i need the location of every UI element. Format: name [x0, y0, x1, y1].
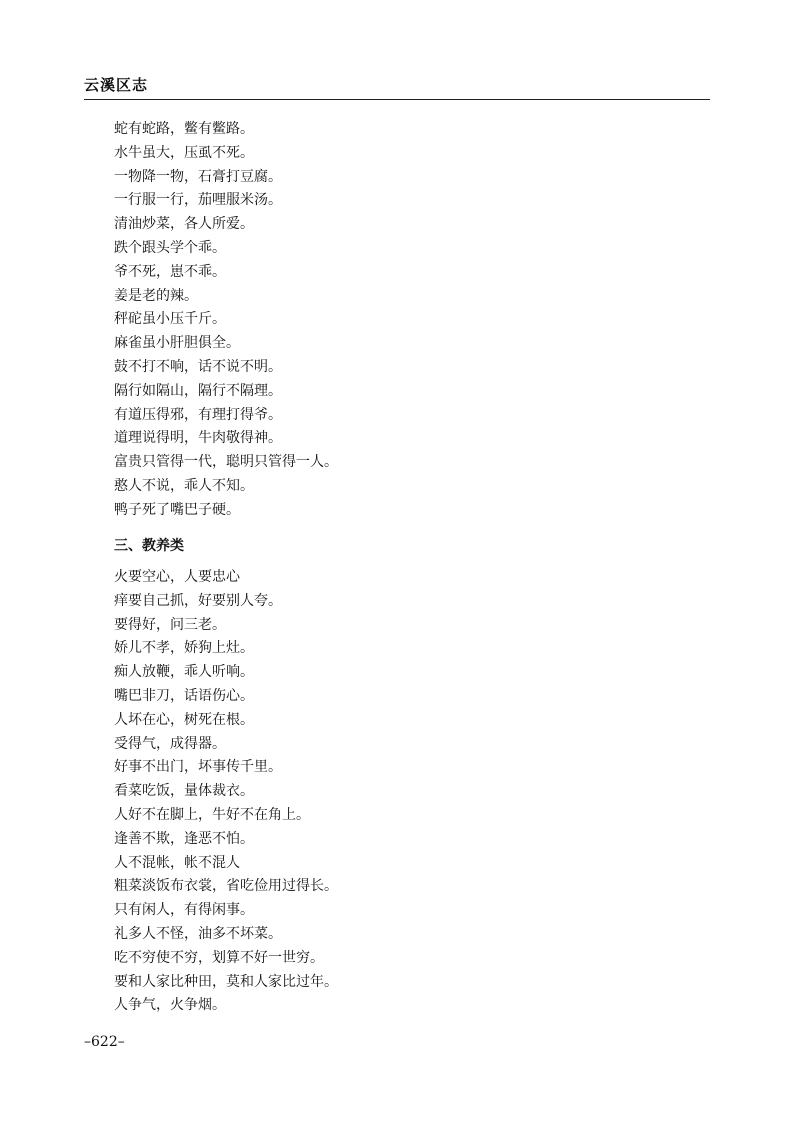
- proverb-line: 鸭子死了嘴巴子硬。: [114, 501, 240, 518]
- proverb-line: 吃不穷使不穷，划算不好一世穷。: [114, 949, 324, 966]
- proverb-line: 礼多人不怪，油多不坏菜。: [114, 925, 282, 942]
- proverb-line: 受得气，成得器。: [114, 735, 226, 752]
- proverb-line: 道理说得明，牛肉敬得神。: [114, 430, 282, 447]
- proverb-line: 富贵只管得一代，聪明只管得一人。: [114, 454, 338, 471]
- proverb-line: 麻雀虽小肝胆俱全。: [114, 335, 240, 352]
- proverb-line: 蛇有蛇路，鳖有鳖路。: [114, 121, 254, 137]
- proverb-line: 痴人放鞭，乖人听响。: [114, 664, 254, 681]
- proverb-line: 痒要自己抓，好要别人夸。: [114, 592, 282, 609]
- proverb-line: 娇儿不孝，娇狗上灶。: [114, 640, 254, 657]
- proverb-line: 好事不出门，坏事传千里。: [114, 759, 282, 776]
- proverb-line: 人坏在心，树死在根。: [114, 711, 254, 728]
- proverb-line: 秤砣虽小压千斤。: [114, 311, 226, 328]
- proverb-line: 看菜吃饭，量体裁衣。: [114, 783, 254, 800]
- proverb-line: 要得好，问三老。: [114, 616, 226, 633]
- proverb-line: 火要空心，人要忠心: [114, 569, 240, 585]
- proverb-line: 人不混帐，帐不混人: [114, 854, 240, 871]
- proverb-line: 粗菜淡饭布衣裳，省吃俭用过得长。: [114, 878, 338, 895]
- proverb-line: 只有闲人，有得闲事。: [114, 902, 254, 919]
- proverb-line: 人争气，火争烟。: [114, 997, 226, 1014]
- proverb-line: 一物降一物，石膏打豆腐。: [114, 168, 282, 185]
- proverb-line: 一行服一行，茄哩服米汤。: [114, 192, 282, 209]
- section-heading: 三、教养类: [114, 538, 184, 554]
- proverb-line: 爷不死，崽不乖。: [114, 263, 226, 280]
- proverb-line: 水牛虽大，压虱不死。: [114, 144, 254, 161]
- proverb-line: 跌个跟头学个乖。: [114, 239, 226, 256]
- proverb-line: 清油炒菜，各人所爱。: [114, 216, 254, 233]
- proverb-list-b: [114, 566, 338, 1018]
- proverb-line: 逢善不欺，逢恶不怕。: [114, 830, 254, 847]
- header-divider: [84, 99, 710, 100]
- page-number: –622–: [84, 1034, 125, 1050]
- proverb-line: 嘴巴非刀，话语伤心。: [114, 687, 254, 704]
- proverb-line: 要和人家比种田，莫和人家比过年。: [114, 973, 338, 990]
- proverb-line: 人好不在脚上，牛好不在角上。: [114, 806, 310, 823]
- proverb-line: 隔行如隔山，隔行不隔理。: [114, 382, 282, 399]
- running-header-title: 云溪区志: [84, 76, 149, 94]
- proverb-list-a: [114, 118, 338, 523]
- proverb-line: 鼓不打不响，话不说不明。: [114, 358, 282, 375]
- proverb-line: 姜是老的辣。: [114, 287, 198, 304]
- proverb-line: 憨人不说，乖人不知。: [114, 477, 254, 494]
- proverb-line: 有道压得邪，有理打得爷。: [114, 406, 282, 423]
